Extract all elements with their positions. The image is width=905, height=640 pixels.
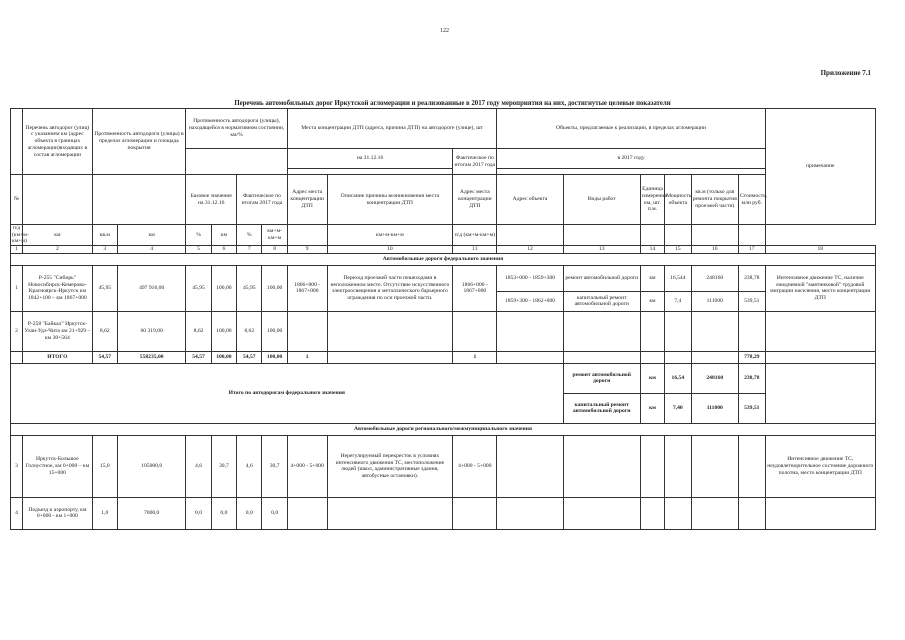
page-number: 122: [440, 28, 449, 34]
cell: [765, 351, 875, 363]
road-name: Р-255 "Сибирь" Новосибирск-Кемерово-Красноярск-Иркутск км 1842+100 – км 1867+000: [23, 265, 92, 311]
header-dtp-address-2017: Адрес места концентрации ДТП: [453, 175, 497, 225]
cell: [765, 363, 875, 423]
object-unit: км: [640, 265, 664, 291]
total-actual-km: 54,57: [237, 351, 262, 363]
total-baseline-km: 54,57: [186, 351, 211, 363]
header-num: №: [11, 175, 23, 225]
total-dtp: 1: [287, 351, 327, 363]
object-sq: 111000: [691, 291, 738, 311]
header-cell: [11, 109, 23, 175]
column-number: 4: [117, 246, 185, 254]
baseline-km: 8,62: [186, 311, 211, 351]
cell: [563, 351, 640, 363]
header-cell: [186, 149, 287, 175]
cell: [738, 497, 765, 529]
table-row: [11, 265, 876, 291]
unit-cell: км: [23, 225, 92, 246]
cell: [665, 497, 691, 529]
roads-table: [10, 108, 876, 530]
header-row: [11, 109, 876, 149]
baseline-pct: 0,0: [211, 497, 236, 529]
total-baseline-pct: 100,00: [211, 351, 236, 363]
header-cost: Стоимость, млн руб.: [738, 175, 765, 225]
row-note: Интенсивное движение ТС, неудовлетворительное состояние дорожного полотна, место концентрации ДТП: [765, 435, 875, 497]
actual-km: 8,62: [237, 311, 262, 351]
table-row: [11, 311, 876, 351]
baseline-pct: 30,7: [211, 435, 236, 497]
header-sq-km: кв.м (только для ремонта покрытия проезжей части): [691, 175, 738, 225]
header-note: примечание: [765, 109, 875, 225]
cell: [691, 497, 738, 529]
federal-total-cost: 238,78: [738, 363, 765, 393]
cell: [738, 435, 765, 497]
object-capacity: 16,544: [665, 265, 691, 291]
header-dtp: Места концентрации ДТП (адреса, причина ДТП) на автодороге (улице), шт: [287, 109, 497, 149]
row-number: 3: [11, 435, 23, 497]
cell: [691, 311, 738, 351]
row-note: Интенсивное движение ТС, наличие ежедневной "маятниковой" трудовой миграции населения, место концентрации ДТП: [765, 265, 875, 311]
road-area: 497 916,00: [117, 265, 185, 311]
total-length: 54,57: [92, 351, 117, 363]
actual-pct: 100,00: [262, 311, 287, 351]
cell: [640, 497, 664, 529]
cell: [327, 351, 453, 363]
cell: [563, 311, 640, 351]
cell: [665, 435, 691, 497]
cell: [497, 435, 563, 497]
federal-total-capacity: 7,40: [665, 393, 691, 423]
dtp-address: 4+000 - 5+000: [287, 435, 327, 497]
header-row: [11, 175, 876, 225]
road-area: 7000,0: [117, 497, 185, 529]
federal-total-unit: км: [640, 393, 664, 423]
row-number: 2: [11, 311, 23, 351]
unit-cell: %: [186, 225, 211, 246]
column-number: 6: [211, 246, 236, 254]
column-number: 14: [640, 246, 664, 254]
unit-cell: км: [211, 225, 236, 246]
column-number: 16: [691, 246, 738, 254]
header-cell: [23, 175, 92, 225]
dtp-reason: Переход проезжей части пешеходами в неположенном месте. Отсутствие искусственного электроосвещения и металлического барьерного ограждения по оси проезжей части.: [327, 265, 453, 311]
federal-total-works: капитальный ремонт автомобильной дороги: [563, 393, 640, 423]
actual-pct: 30,7: [262, 435, 287, 497]
appendix-label: Приложение 7.1: [820, 69, 871, 77]
cell: [765, 497, 875, 529]
column-number: 18: [765, 246, 875, 254]
column-number: 10: [327, 246, 453, 254]
object-address: 1859+300 - 1862+000: [497, 291, 563, 311]
column-number: 15: [665, 246, 691, 254]
column-number: 3: [92, 246, 117, 254]
header-object-address: Адрес объекта: [497, 175, 563, 225]
baseline-km: 4,6: [186, 435, 211, 497]
header-in-2017: в 2017 году: [497, 149, 765, 169]
section-regional-title: Автомобильные дороги регионального/межмуниципального значения: [11, 423, 876, 435]
header-dtp-address: Адрес места концентрации ДТП: [287, 175, 327, 225]
object-sq: 248160: [691, 265, 738, 291]
road-name: Р-258 "Байкал" Иркутск-Улан-Удэ-Чита км 21+929 – км 30+564: [23, 311, 92, 351]
total-row: [11, 351, 876, 363]
header-baseline: Базовое значение на 31.12.16: [186, 175, 237, 225]
cell: [563, 435, 640, 497]
cell: [497, 311, 563, 351]
row-number: 1: [11, 265, 23, 311]
unit-cell: п/д (км+м-км+м): [12, 225, 29, 245]
federal-total-sq: 111000: [691, 393, 738, 423]
road-length: 45,95: [92, 265, 117, 311]
dtp-address: 1866+000 - 1867+000: [287, 265, 327, 311]
cell: [563, 497, 640, 529]
baseline-pct: 100,00: [211, 311, 236, 351]
road-length: 1,0: [92, 497, 117, 529]
header-normative: Протяженность автодороги (улицы), находящейся в нормативном состоянии, км/%: [186, 109, 287, 149]
unit-cell: [497, 225, 563, 246]
federal-total-capacity: 16,54: [665, 363, 691, 393]
object-cost: 539,51: [738, 291, 765, 311]
total-actual-pct: 100,00: [262, 351, 287, 363]
header-at-date: на 31.12.16: [287, 149, 452, 169]
baseline-km: 0,0: [186, 497, 211, 529]
header-actual: Фактическое по итогам 2017 года: [237, 175, 288, 225]
column-number: 11: [453, 246, 497, 254]
cell: [497, 497, 563, 529]
column-number: 8: [262, 246, 287, 254]
header-cell: [92, 175, 186, 225]
cell: [287, 497, 327, 529]
road-length: 8,62: [92, 311, 117, 351]
cell: [665, 351, 691, 363]
cell: [765, 311, 875, 351]
actual-km: 4,6: [237, 435, 262, 497]
actual-pct: 100,00: [262, 265, 287, 311]
total-dtp-2017: 1: [453, 351, 497, 363]
unit-cell: [738, 225, 765, 246]
unit-cell: [665, 225, 691, 246]
road-length: 15,0: [92, 435, 117, 497]
unit-cell: км+м-км+м: [327, 225, 453, 246]
object-capacity: 7,4: [665, 291, 691, 311]
cell: [640, 435, 664, 497]
column-number-row: [11, 246, 876, 254]
cell: [327, 497, 453, 529]
column-number: 1: [11, 246, 23, 254]
cell: [11, 351, 23, 363]
cell: [691, 351, 738, 363]
total-label: ИТОГО: [23, 351, 92, 363]
table-row: [11, 435, 876, 497]
federal-total-cost: 539,51: [738, 393, 765, 423]
unit-cell: [640, 225, 664, 246]
header-capacity: Мощность объекта: [665, 175, 691, 225]
total-cost: 778,29: [738, 351, 765, 363]
road-area: 105000,0: [117, 435, 185, 497]
cell: [665, 311, 691, 351]
dtp-reason: Нерегулируемый перекресток в условиях интенсивного движения ТС, местоположение людей (школ, административные здания, автобусные остановки).: [327, 435, 453, 497]
header-fact-2017: Фактическое по итогам 2017 года: [453, 149, 497, 175]
cell: [453, 311, 497, 351]
column-number: 9: [287, 246, 327, 254]
road-name: Иркутск-Большое Голоустное, км 0+000 – км 15+000: [23, 435, 92, 497]
header-road-list: Перечень автодорог (улиц) с указанием км (адрес объекта в границах агломерации)входящих в состав агломерации: [23, 109, 92, 175]
federal-total-unit: км: [640, 363, 664, 393]
road-area: 60 319,00: [117, 311, 185, 351]
baseline-km: 45,95: [186, 265, 211, 311]
section-row: [11, 423, 876, 435]
object-unit: км: [640, 291, 664, 311]
column-number: 17: [738, 246, 765, 254]
header-objects: Объекты, предлагаемые к реализации, в пределах агломерации: [497, 109, 765, 149]
cell: [453, 497, 497, 529]
column-number: 12: [497, 246, 563, 254]
object-address: 1853+000 - 1859+300: [497, 265, 563, 291]
unit-cell: км: [117, 225, 185, 246]
section-federal-title: Автомобильные дороги федерального значения: [11, 253, 876, 265]
dtp-address-2017: 1866+000 - 1867+000: [453, 265, 497, 311]
document-title: Перечень автомобильных дорог Иркутской агломерации и реализованные в 2017 году мероприятия на них, достигнутые целевые показатели: [234, 100, 671, 107]
federal-total-label: Итого по автодорогам федерального значения: [11, 363, 564, 423]
header-length: Протяженность автодороги (улицы) в пределах агломерации и площадь покрытия: [92, 109, 186, 175]
actual-km: 0,0: [237, 497, 262, 529]
header-unit: Единица измерения км, шт. п.м.: [640, 175, 664, 225]
unit-cell: п/д (км+м-км+м): [453, 225, 497, 246]
unit-cell: км+м-км+м: [262, 225, 287, 246]
baseline-pct: 100,00: [211, 265, 236, 311]
actual-km: 45,95: [237, 265, 262, 311]
object-works: капитальный ремонт автомобильной дороги: [563, 291, 640, 311]
dtp-address-2017: 4+000 - 5+000: [453, 435, 497, 497]
cell: [640, 311, 664, 351]
federal-total-sq: 248160: [691, 363, 738, 393]
unit-cell: [563, 225, 640, 246]
total-area: 558235,00: [117, 351, 185, 363]
cell: [327, 311, 453, 351]
object-works: ремонт автомобильной дороги: [563, 265, 640, 291]
road-name: Подъезд к аэропорту, км 0+000 - км 1+000: [23, 497, 92, 529]
cell: [691, 435, 738, 497]
unit-cell: кв.м: [92, 225, 117, 246]
cell: [287, 311, 327, 351]
units-row: [11, 225, 876, 246]
section-row: [11, 253, 876, 265]
cell: [497, 351, 563, 363]
column-number: 13: [563, 246, 640, 254]
object-cost: 238,78: [738, 265, 765, 291]
federal-total-works: ремонт автомобильной дороги: [563, 363, 640, 393]
column-number: 2: [23, 246, 92, 254]
row-number: 4: [11, 497, 23, 529]
federal-total-row: [11, 363, 876, 393]
column-number: 7: [237, 246, 262, 254]
unit-cell: %: [237, 225, 262, 246]
header-works: Виды работ: [563, 175, 640, 225]
cell: [738, 311, 765, 351]
cell: [640, 351, 664, 363]
unit-cell: [287, 225, 327, 246]
header-dtp-reason: Описание причины возникновения места концентрации ДТП: [327, 175, 453, 225]
actual-pct: 0,0: [262, 497, 287, 529]
column-number: 5: [186, 246, 211, 254]
unit-cell: [691, 225, 738, 246]
table-row: [11, 497, 876, 529]
